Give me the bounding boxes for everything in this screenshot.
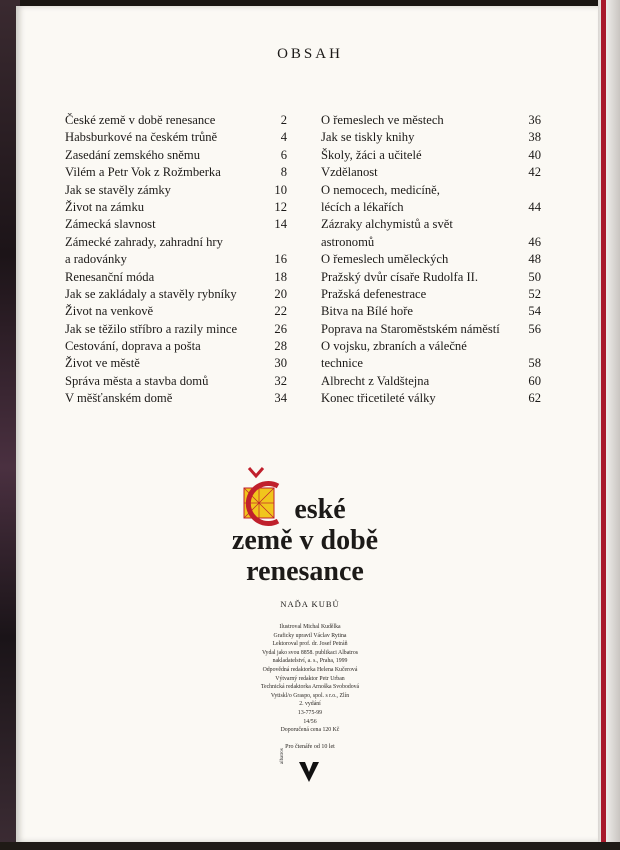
toc-entry (321, 286, 541, 303)
toc-entry (321, 216, 541, 233)
toc-entry (321, 269, 541, 286)
toc-entry-page: 40 (528, 147, 541, 162)
toc-entry-title: Jak se těžilo stříbro a razily mince (65, 321, 238, 336)
toc-entry-page: 22 (274, 304, 287, 319)
toc-entry (65, 234, 287, 251)
toc-right-column (321, 112, 541, 408)
toc-entry (321, 373, 541, 390)
toc-left-column (65, 112, 287, 408)
toc-entry-title: V měšťanském domě (65, 391, 173, 406)
albatros-logo-icon (296, 758, 322, 786)
toc-entry-page: 58 (528, 356, 541, 371)
toc-entry (65, 286, 287, 303)
toc-entry-title: lécích a lékařích (321, 199, 404, 214)
toc-entry-title: Jak se stavěly zámky (65, 182, 171, 197)
toc-entry (65, 112, 287, 129)
toc-entry (321, 390, 541, 407)
toc-entry-page: 20 (274, 286, 287, 301)
toc-entry (321, 251, 541, 268)
toc-entry-title: České země v době renesance (65, 113, 216, 127)
toc-entry (65, 251, 287, 268)
toc-entry (321, 129, 541, 146)
imprint-line: nakladatelství, a. s., Praha, 1999 (272, 658, 348, 665)
imprint-line: 2. vydání (299, 701, 321, 708)
toc-entry-page: 30 (274, 356, 287, 371)
toc-entry-title: Pražský dvůr císaře Rudolfa II. (321, 269, 479, 284)
toc-entry-title: O vojsku, zbraních a válečné (321, 339, 467, 354)
toc-entry-page: 32 (274, 373, 287, 388)
toc-entry (321, 303, 541, 320)
toc-entry-page: 44 (528, 199, 541, 214)
toc-entry (321, 199, 541, 216)
imprint-line: Vytiskl/o Graspo, spol. s r.o., Zlín (270, 692, 350, 699)
toc-entry-page: 16 (274, 252, 287, 267)
book-title-line1: eské (294, 494, 346, 525)
toc-entry-page: 42 (528, 165, 541, 180)
toc-entry-title: Jak se zakládaly a stavěly rybníky (65, 286, 237, 301)
reader-age-note: Pro čtenáře od 10 let (285, 744, 335, 750)
toc-entry (65, 147, 287, 164)
toc-entry-title: Pražská defenestrace (321, 286, 427, 301)
page-heading: OBSAH (277, 46, 343, 62)
toc-entry-title: Zázraky alchymistů a svět (321, 217, 453, 232)
toc-entry-title: Zámecké zahrady, zahradní hry (65, 234, 223, 249)
toc-entry-title: Školy, žáci a učitelé (321, 147, 422, 162)
toc-entry-page: 10 (274, 182, 287, 197)
toc-entry-title: Vzdělanost (321, 165, 378, 180)
toc-entry (321, 234, 541, 251)
toc-entry-page: 38 (528, 130, 541, 145)
toc-entry-title: Život na venkově (65, 304, 154, 319)
toc-entry-page: 48 (528, 252, 541, 267)
toc-entry-title: Renesanční móda (65, 269, 155, 284)
toc-entry (65, 129, 287, 146)
toc-entry (65, 164, 287, 181)
toc-entry-title: Zasedání zemského sněmu (65, 147, 200, 162)
author-name: NAĎA KUBŮ (280, 599, 340, 609)
imprint-line: 13-775-99 (297, 709, 323, 716)
bottom-edge (0, 842, 620, 850)
toc-entry-title: O řemeslech ve městech (321, 113, 444, 127)
imprint-line: Odpovědná redaktorka Helena Kučerová (262, 666, 358, 673)
imprint-line: Technická redaktorka Arnoška Svobodová (260, 684, 360, 691)
toc-entry (65, 269, 287, 286)
imprint-credits (200, 623, 420, 735)
toc-entry (65, 373, 287, 390)
toc-entry-page: 54 (528, 304, 541, 319)
toc-entry (65, 199, 287, 216)
toc-entry (65, 303, 287, 320)
toc-entry (321, 112, 541, 129)
toc-entry (321, 355, 541, 372)
imprint-line: Doporučená cena 120 Kč (280, 727, 340, 734)
toc-entry-title: a radovánky (65, 252, 127, 267)
toc-entry (65, 182, 287, 199)
toc-entry-title: astronomů (321, 234, 375, 249)
toc-entry-page: 46 (528, 234, 541, 249)
toc-entry-page: 28 (274, 339, 287, 354)
toc-entry-title: Bitva na Bílé hoře (321, 304, 413, 319)
toc-entry (321, 164, 541, 181)
toc-entry-title: Cestování, doprava a pošta (65, 339, 201, 354)
toc-entry (65, 390, 287, 407)
toc-entry-page: 52 (528, 286, 541, 301)
book-title-line2: země v době (231, 525, 379, 556)
toc-entry-title: Albrecht z Valdštejna (321, 373, 430, 388)
toc-entry-page: 12 (274, 199, 287, 214)
toc-entry-page: 14 (274, 217, 287, 232)
imprint-line: Vydal jako svou 8858. publikaci Albatros (262, 649, 358, 656)
toc-entry (65, 321, 287, 338)
toc-entry (65, 355, 287, 372)
toc-entry-title: O řemeslech uměleckých (321, 252, 449, 267)
toc-entry (321, 182, 541, 199)
toc-entry-page: 62 (528, 391, 541, 406)
imprint-line: Graficky upravil Václav Rytina (273, 632, 347, 639)
toc-entry-title: Poprava na Staroměstském náměstí (321, 321, 500, 336)
toc-entry-page: 4 (280, 130, 287, 145)
toc-entry-page: 34 (274, 391, 287, 406)
publisher-name: albatros (280, 748, 285, 764)
toc-entry-page: 60 (528, 373, 541, 388)
toc-entry-title: Vilém a Petr Vok z Rožmberka (65, 165, 221, 180)
toc-entry-title: Správa města a stavba domů (65, 373, 209, 388)
book-title-line3: renesance (246, 556, 364, 587)
book-title (180, 494, 430, 587)
toc-entry-page: 18 (274, 269, 287, 284)
cover-red-edge (601, 0, 606, 850)
toc-entry-title: technice (321, 356, 363, 371)
toc-entry-title: Život na zámku (65, 199, 145, 214)
toc-entry (65, 338, 287, 355)
toc-entry-title: Zámecká slavnost (65, 217, 156, 232)
toc-entry-page: 8 (280, 165, 287, 180)
toc-entry-page: 56 (528, 321, 541, 336)
toc-entry-title: Život ve městě (65, 356, 140, 371)
imprint-line: Výtvarný redaktor Petr Urban (275, 675, 345, 682)
toc-entry-page: 2 (280, 113, 287, 127)
imprint-line: Ilustroval Michal Kudělka (279, 624, 341, 630)
toc-entry-title: Jak se tiskly knihy (321, 130, 415, 145)
toc-entry (321, 147, 541, 164)
toc-entry (65, 216, 287, 233)
toc-entry-page: 36 (528, 113, 541, 127)
imprint-line: 14/56 (303, 718, 317, 725)
toc-entry-title: O nemocech, medicíně, (321, 182, 440, 197)
toc-entry-page: 50 (528, 269, 541, 284)
toc-entry-page: 6 (280, 147, 287, 162)
imprint-line: Lektoroval prof. dr. Josef Petráň (272, 641, 348, 648)
toc-entry (321, 321, 541, 338)
toc-entry-title: Habsburkové na českém trůně (65, 130, 218, 145)
toc-entry-page: 26 (274, 321, 287, 336)
toc-entry (321, 338, 541, 355)
toc-entry-title: Konec třicetileté války (321, 391, 436, 406)
